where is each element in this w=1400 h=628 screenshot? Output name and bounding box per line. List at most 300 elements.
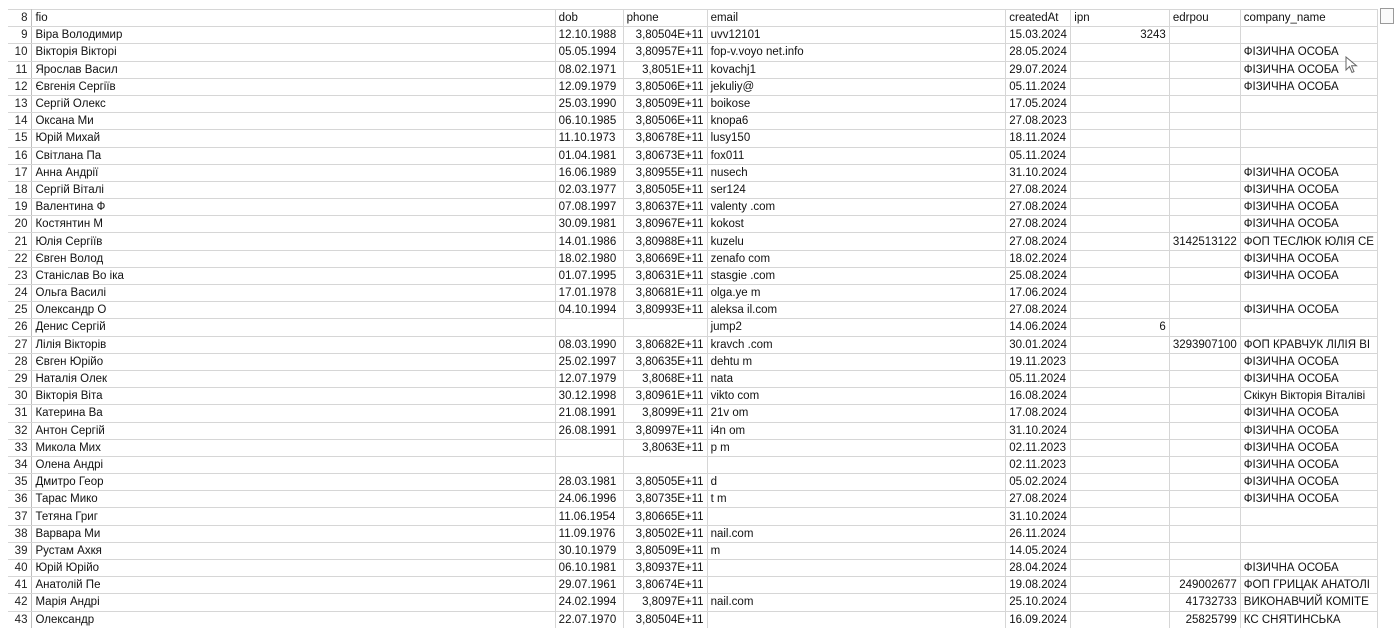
cell-phone[interactable]: 3,8097E+11 xyxy=(623,594,707,611)
cell-fio[interactable]: Тетяна Григ xyxy=(32,508,555,525)
cell-createdat[interactable]: 16.08.2024 xyxy=(1006,388,1071,405)
cell-email[interactable]: kovachj1 xyxy=(707,61,1006,78)
cell-edrpou[interactable] xyxy=(1169,78,1240,95)
cell-dob[interactable]: 06.10.1981 xyxy=(555,560,623,577)
cell-company-name[interactable]: ФОП ГРИЦАК АНАТОЛІ xyxy=(1240,577,1377,594)
column-header-ipn[interactable]: ipn xyxy=(1071,10,1170,27)
cell-fio[interactable]: Дмитро Геор xyxy=(32,474,555,491)
cell-email[interactable]: stasgie .com xyxy=(707,267,1006,284)
cell-company-name[interactable]: ФІЗИЧНА ОСОБА xyxy=(1240,474,1377,491)
cell-createdat[interactable]: 31.10.2024 xyxy=(1006,508,1071,525)
cell-dob[interactable] xyxy=(555,439,623,456)
cell-company-name[interactable]: ФІЗИЧНА ОСОБА xyxy=(1240,216,1377,233)
column-header-createdat[interactable]: createdAt xyxy=(1006,10,1071,27)
cell-edrpou[interactable] xyxy=(1169,353,1240,370)
row-number[interactable]: 42 xyxy=(8,594,32,611)
cell-fio[interactable]: Лілія Вікторів xyxy=(32,336,555,353)
cell-company-name[interactable]: ФІЗИЧНА ОСОБА xyxy=(1240,370,1377,387)
cell-company-name[interactable]: ФОП ТЕСЛЮК ЮЛІЯ СЕ xyxy=(1240,233,1377,250)
column-header-email[interactable]: email xyxy=(707,10,1006,27)
cell-company-name[interactable]: ФІЗИЧНА ОСОБА xyxy=(1240,353,1377,370)
cell-email[interactable]: nail.com xyxy=(707,594,1006,611)
cell-dob[interactable]: 16.06.1989 xyxy=(555,164,623,181)
cell-fio[interactable]: Віра Володимир xyxy=(32,27,555,44)
cell-email[interactable]: m xyxy=(707,542,1006,559)
row-number[interactable]: 12 xyxy=(8,78,32,95)
cell-edrpou[interactable] xyxy=(1169,542,1240,559)
cell-edrpou[interactable] xyxy=(1169,113,1240,130)
cell-phone[interactable]: 3,80674E+11 xyxy=(623,577,707,594)
cell-company-name[interactable]: ФІЗИЧНА ОСОБА xyxy=(1240,61,1377,78)
cell-email[interactable]: ser124 xyxy=(707,181,1006,198)
cell-dob[interactable]: 24.02.1994 xyxy=(555,594,623,611)
cell-edrpou[interactable] xyxy=(1169,405,1240,422)
cell-company-name[interactable]: ФІЗИЧНА ОСОБА xyxy=(1240,181,1377,198)
row-number[interactable]: 40 xyxy=(8,560,32,577)
row-number[interactable]: 13 xyxy=(8,95,32,112)
cell-dob[interactable]: 24.06.1996 xyxy=(555,491,623,508)
cell-createdat[interactable]: 18.02.2024 xyxy=(1006,250,1071,267)
cell-phone[interactable] xyxy=(623,456,707,473)
cell-fio[interactable]: Ольга Василі xyxy=(32,285,555,302)
cell-dob[interactable]: 12.09.1979 xyxy=(555,78,623,95)
cell-ipn[interactable] xyxy=(1071,78,1170,95)
cell-fio[interactable]: Варвара Ми xyxy=(32,525,555,542)
cell-createdat[interactable]: 31.10.2024 xyxy=(1006,164,1071,181)
cell-dob[interactable]: 25.03.1990 xyxy=(555,95,623,112)
cell-email[interactable]: uvv12101 xyxy=(707,27,1006,44)
row-number[interactable]: 39 xyxy=(8,542,32,559)
cell-edrpou[interactable] xyxy=(1169,44,1240,61)
cell-ipn[interactable] xyxy=(1071,181,1170,198)
cell-ipn[interactable] xyxy=(1071,130,1170,147)
cell-createdat[interactable]: 27.08.2024 xyxy=(1006,233,1071,250)
cell-createdat[interactable]: 31.10.2024 xyxy=(1006,422,1071,439)
cell-ipn[interactable] xyxy=(1071,95,1170,112)
cell-edrpou[interactable] xyxy=(1169,319,1240,336)
cell-createdat[interactable]: 28.04.2024 xyxy=(1006,560,1071,577)
cell-dob[interactable]: 18.02.1980 xyxy=(555,250,623,267)
cell-edrpou[interactable] xyxy=(1169,27,1240,44)
cell-dob[interactable]: 12.10.1988 xyxy=(555,27,623,44)
cell-fio[interactable]: Євгенія Сергіїв xyxy=(32,78,555,95)
cell-edrpou[interactable] xyxy=(1169,95,1240,112)
cell-ipn[interactable]: 3243 xyxy=(1071,27,1170,44)
cell-email[interactable] xyxy=(707,508,1006,525)
row-number[interactable]: 15 xyxy=(8,130,32,147)
cell-edrpou[interactable] xyxy=(1169,267,1240,284)
cell-phone[interactable]: 3,80504E+11 xyxy=(623,611,707,628)
cell-email[interactable]: jekuliy@ xyxy=(707,78,1006,95)
cell-createdat[interactable]: 19.11.2023 xyxy=(1006,353,1071,370)
cell-email[interactable]: kokost xyxy=(707,216,1006,233)
cell-phone[interactable]: 3,80509E+11 xyxy=(623,542,707,559)
cell-edrpou[interactable] xyxy=(1169,181,1240,198)
cell-email[interactable]: lusy150 xyxy=(707,130,1006,147)
row-number[interactable]: 30 xyxy=(8,388,32,405)
cell-company-name[interactable]: ФІЗИЧНА ОСОБА xyxy=(1240,302,1377,319)
cell-dob[interactable]: 02.03.1977 xyxy=(555,181,623,198)
cell-email[interactable]: boikose xyxy=(707,95,1006,112)
cell-edrpou[interactable] xyxy=(1169,439,1240,456)
cell-company-name[interactable] xyxy=(1240,147,1377,164)
column-header-fio[interactable]: fio xyxy=(32,10,555,27)
row-number[interactable]: 18 xyxy=(8,181,32,198)
cell-company-name[interactable]: ФІЗИЧНА ОСОБА xyxy=(1240,560,1377,577)
cell-email[interactable]: jump2 xyxy=(707,319,1006,336)
row-number[interactable]: 23 xyxy=(8,267,32,284)
cell-company-name[interactable]: ФОП КРАВЧУК ЛІЛІЯ ВІ xyxy=(1240,336,1377,353)
scrollbar-corner[interactable] xyxy=(1380,8,1394,24)
cell-edrpou[interactable] xyxy=(1169,456,1240,473)
cell-dob[interactable]: 04.10.1994 xyxy=(555,302,623,319)
cell-ipn[interactable] xyxy=(1071,491,1170,508)
cell-dob[interactable]: 26.08.1991 xyxy=(555,422,623,439)
cell-createdat[interactable]: 26.11.2024 xyxy=(1006,525,1071,542)
row-number[interactable]: 10 xyxy=(8,44,32,61)
cell-phone[interactable]: 3,8063E+11 xyxy=(623,439,707,456)
cell-edrpou[interactable] xyxy=(1169,61,1240,78)
column-header-company-name[interactable]: company_name xyxy=(1240,10,1377,27)
cell-dob[interactable]: 07.08.1997 xyxy=(555,199,623,216)
cell-createdat[interactable]: 02.11.2023 xyxy=(1006,456,1071,473)
cell-ipn[interactable] xyxy=(1071,525,1170,542)
cell-fio[interactable]: Тарас Мико xyxy=(32,491,555,508)
cell-createdat[interactable]: 27.08.2024 xyxy=(1006,216,1071,233)
row-number[interactable]: 34 xyxy=(8,456,32,473)
cell-phone[interactable]: 3,80506E+11 xyxy=(623,78,707,95)
cell-createdat[interactable]: 17.08.2024 xyxy=(1006,405,1071,422)
cell-edrpou[interactable]: 25825799 xyxy=(1169,611,1240,628)
cell-ipn[interactable] xyxy=(1071,61,1170,78)
cell-phone[interactable]: 3,8099E+11 xyxy=(623,405,707,422)
row-number[interactable]: 31 xyxy=(8,405,32,422)
cell-email[interactable]: nata xyxy=(707,370,1006,387)
cell-dob[interactable]: 30.10.1979 xyxy=(555,542,623,559)
cell-phone[interactable]: 3,80988E+11 xyxy=(623,233,707,250)
cell-createdat[interactable]: 28.05.2024 xyxy=(1006,44,1071,61)
cell-ipn[interactable] xyxy=(1071,611,1170,628)
cell-dob[interactable]: 11.10.1973 xyxy=(555,130,623,147)
cell-createdat[interactable]: 27.08.2024 xyxy=(1006,181,1071,198)
cell-fio[interactable]: Костянтин М xyxy=(32,216,555,233)
cell-company-name[interactable] xyxy=(1240,95,1377,112)
cell-email[interactable]: kravch .com xyxy=(707,336,1006,353)
cell-createdat[interactable]: 02.11.2023 xyxy=(1006,439,1071,456)
cell-phone[interactable]: 3,80635E+11 xyxy=(623,353,707,370)
cell-edrpou[interactable] xyxy=(1169,216,1240,233)
cell-createdat[interactable]: 15.03.2024 xyxy=(1006,27,1071,44)
cell-ipn[interactable] xyxy=(1071,405,1170,422)
cell-email[interactable]: zenafo com xyxy=(707,250,1006,267)
row-number[interactable]: 8 xyxy=(8,10,32,27)
cell-ipn[interactable] xyxy=(1071,560,1170,577)
cell-ipn[interactable] xyxy=(1071,233,1170,250)
row-number[interactable]: 36 xyxy=(8,491,32,508)
cell-fio[interactable]: Катерина Ва xyxy=(32,405,555,422)
cell-phone[interactable]: 3,80681E+11 xyxy=(623,285,707,302)
cell-dob[interactable]: 05.05.1994 xyxy=(555,44,623,61)
cell-ipn[interactable] xyxy=(1071,267,1170,284)
cell-dob[interactable]: 30.09.1981 xyxy=(555,216,623,233)
cell-ipn[interactable] xyxy=(1071,577,1170,594)
cell-ipn[interactable]: 6 xyxy=(1071,319,1170,336)
column-header-dob[interactable]: dob xyxy=(555,10,623,27)
cell-phone[interactable]: 3,80505E+11 xyxy=(623,474,707,491)
cell-createdat[interactable]: 29.07.2024 xyxy=(1006,61,1071,78)
cell-company-name[interactable] xyxy=(1240,508,1377,525)
cell-phone[interactable]: 3,80505E+11 xyxy=(623,181,707,198)
cell-email[interactable]: nusech xyxy=(707,164,1006,181)
row-number[interactable]: 19 xyxy=(8,199,32,216)
cell-phone[interactable]: 3,80509E+11 xyxy=(623,95,707,112)
cell-fio[interactable]: Денис Сергій xyxy=(32,319,555,336)
cell-ipn[interactable] xyxy=(1071,388,1170,405)
cell-fio[interactable]: Євген Юрійо xyxy=(32,353,555,370)
cell-dob[interactable]: 21.08.1991 xyxy=(555,405,623,422)
cell-dob[interactable]: 14.01.1986 xyxy=(555,233,623,250)
cell-dob[interactable]: 28.03.1981 xyxy=(555,474,623,491)
cell-fio[interactable]: Оксана Ми xyxy=(32,113,555,130)
cell-fio[interactable]: Євген Волод xyxy=(32,250,555,267)
cell-company-name[interactable]: ФІЗИЧНА ОСОБА xyxy=(1240,199,1377,216)
row-number[interactable]: 22 xyxy=(8,250,32,267)
cell-company-name[interactable]: ФІЗИЧНА ОСОБА xyxy=(1240,164,1377,181)
cell-phone[interactable]: 3,80631E+11 xyxy=(623,267,707,284)
cell-ipn[interactable] xyxy=(1071,594,1170,611)
cell-ipn[interactable] xyxy=(1071,302,1170,319)
cell-dob[interactable]: 11.09.1976 xyxy=(555,525,623,542)
cell-createdat[interactable]: 19.08.2024 xyxy=(1006,577,1071,594)
cell-dob[interactable]: 06.10.1985 xyxy=(555,113,623,130)
cell-phone[interactable]: 3,80678E+11 xyxy=(623,130,707,147)
cell-edrpou[interactable] xyxy=(1169,164,1240,181)
cell-createdat[interactable]: 05.02.2024 xyxy=(1006,474,1071,491)
cell-fio[interactable]: Ярослав Васил xyxy=(32,61,555,78)
row-number[interactable]: 27 xyxy=(8,336,32,353)
cell-phone[interactable]: 3,80665E+11 xyxy=(623,508,707,525)
cell-email[interactable]: fox011 xyxy=(707,147,1006,164)
cell-company-name[interactable] xyxy=(1240,319,1377,336)
row-number[interactable]: 29 xyxy=(8,370,32,387)
cell-company-name[interactable]: ФІЗИЧНА ОСОБА xyxy=(1240,250,1377,267)
cell-fio[interactable]: Антон Сергій xyxy=(32,422,555,439)
cell-dob[interactable]: 30.12.1998 xyxy=(555,388,623,405)
cell-createdat[interactable]: 17.05.2024 xyxy=(1006,95,1071,112)
cell-ipn[interactable] xyxy=(1071,113,1170,130)
cell-phone[interactable]: 3,80997E+11 xyxy=(623,422,707,439)
cell-edrpou[interactable] xyxy=(1169,250,1240,267)
cell-company-name[interactable] xyxy=(1240,525,1377,542)
cell-company-name[interactable]: Скікун Вікторія Віталіві xyxy=(1240,388,1377,405)
row-number[interactable]: 37 xyxy=(8,508,32,525)
cell-ipn[interactable] xyxy=(1071,199,1170,216)
cell-fio[interactable]: Олександр xyxy=(32,611,555,628)
row-number[interactable]: 26 xyxy=(8,319,32,336)
cell-fio[interactable]: Юрій Михай xyxy=(32,130,555,147)
cell-ipn[interactable] xyxy=(1071,508,1170,525)
row-number[interactable]: 25 xyxy=(8,302,32,319)
cell-company-name[interactable]: ФІЗИЧНА ОСОБА xyxy=(1240,267,1377,284)
cell-ipn[interactable] xyxy=(1071,216,1170,233)
cell-fio[interactable]: Анна Андрії xyxy=(32,164,555,181)
cell-createdat[interactable]: 27.08.2023 xyxy=(1006,113,1071,130)
cell-fio[interactable]: Вікторія Віта xyxy=(32,388,555,405)
cell-ipn[interactable] xyxy=(1071,147,1170,164)
row-number[interactable]: 11 xyxy=(8,61,32,78)
cell-company-name[interactable]: ФІЗИЧНА ОСОБА xyxy=(1240,44,1377,61)
row-number[interactable]: 20 xyxy=(8,216,32,233)
row-number[interactable]: 41 xyxy=(8,577,32,594)
cell-ipn[interactable] xyxy=(1071,164,1170,181)
cell-company-name[interactable]: ФІЗИЧНА ОСОБА xyxy=(1240,422,1377,439)
cell-createdat[interactable]: 18.11.2024 xyxy=(1006,130,1071,147)
row-number[interactable]: 17 xyxy=(8,164,32,181)
cell-phone[interactable]: 3,80506E+11 xyxy=(623,113,707,130)
row-number[interactable]: 14 xyxy=(8,113,32,130)
row-number[interactable]: 21 xyxy=(8,233,32,250)
cell-fio[interactable]: Наталія Олек xyxy=(32,370,555,387)
cell-createdat[interactable]: 25.08.2024 xyxy=(1006,267,1071,284)
cell-fio[interactable]: Світлана Па xyxy=(32,147,555,164)
cell-phone[interactable]: 3,80993E+11 xyxy=(623,302,707,319)
column-header-edrpou[interactable]: edrpou xyxy=(1169,10,1240,27)
cell-ipn[interactable] xyxy=(1071,353,1170,370)
cell-createdat[interactable]: 16.09.2024 xyxy=(1006,611,1071,628)
cell-email[interactable] xyxy=(707,456,1006,473)
row-number[interactable]: 35 xyxy=(8,474,32,491)
cell-company-name[interactable] xyxy=(1240,113,1377,130)
cell-email[interactable]: kuzelu xyxy=(707,233,1006,250)
cell-createdat[interactable]: 05.11.2024 xyxy=(1006,78,1071,95)
cell-fio[interactable]: Марія Андрі xyxy=(32,594,555,611)
cell-email[interactable]: i4n om xyxy=(707,422,1006,439)
cell-phone[interactable]: 3,80735E+11 xyxy=(623,491,707,508)
row-number[interactable]: 28 xyxy=(8,353,32,370)
cell-ipn[interactable] xyxy=(1071,285,1170,302)
cell-dob[interactable] xyxy=(555,319,623,336)
cell-email[interactable]: knopa6 xyxy=(707,113,1006,130)
cell-createdat[interactable]: 14.05.2024 xyxy=(1006,542,1071,559)
cell-phone[interactable]: 3,80637E+11 xyxy=(623,199,707,216)
cell-phone[interactable]: 3,80955E+11 xyxy=(623,164,707,181)
row-number[interactable]: 43 xyxy=(8,611,32,628)
cell-ipn[interactable] xyxy=(1071,439,1170,456)
cell-email[interactable] xyxy=(707,611,1006,628)
cell-fio[interactable]: Олена Андрі xyxy=(32,456,555,473)
cell-dob[interactable]: 17.01.1978 xyxy=(555,285,623,302)
cell-ipn[interactable] xyxy=(1071,336,1170,353)
cell-email[interactable]: nail.com xyxy=(707,525,1006,542)
column-header-phone[interactable]: phone xyxy=(623,10,707,27)
cell-phone[interactable]: 3,8068E+11 xyxy=(623,370,707,387)
cell-phone[interactable]: 3,80682E+11 xyxy=(623,336,707,353)
cell-edrpou[interactable]: 3293907100 xyxy=(1169,336,1240,353)
cell-phone[interactable]: 3,80957E+11 xyxy=(623,44,707,61)
cell-edrpou[interactable] xyxy=(1169,491,1240,508)
cell-ipn[interactable] xyxy=(1071,250,1170,267)
cell-company-name[interactable]: ФІЗИЧНА ОСОБА xyxy=(1240,439,1377,456)
cell-edrpou[interactable]: 3142513122 xyxy=(1169,233,1240,250)
cell-phone[interactable]: 3,80967E+11 xyxy=(623,216,707,233)
cell-fio[interactable]: Валентина Ф xyxy=(32,199,555,216)
row-number[interactable]: 33 xyxy=(8,439,32,456)
cell-company-name[interactable]: ФІЗИЧНА ОСОБА xyxy=(1240,456,1377,473)
cell-edrpou[interactable]: 41732733 xyxy=(1169,594,1240,611)
cell-dob[interactable]: 25.02.1997 xyxy=(555,353,623,370)
cell-edrpou[interactable] xyxy=(1169,422,1240,439)
cell-edrpou[interactable] xyxy=(1169,130,1240,147)
cell-dob[interactable]: 08.03.1990 xyxy=(555,336,623,353)
cell-company-name[interactable] xyxy=(1240,27,1377,44)
cell-dob[interactable]: 22.07.1970 xyxy=(555,611,623,628)
cell-fio[interactable]: Рустам Ахкя xyxy=(32,542,555,559)
cell-edrpou[interactable] xyxy=(1169,370,1240,387)
cell-fio[interactable]: Микола Мих xyxy=(32,439,555,456)
cell-company-name[interactable] xyxy=(1240,285,1377,302)
cell-company-name[interactable] xyxy=(1240,542,1377,559)
cell-company-name[interactable]: ФІЗИЧНА ОСОБА xyxy=(1240,491,1377,508)
cell-email[interactable] xyxy=(707,577,1006,594)
cell-company-name[interactable]: ВИКОНАВЧИЙ КОМІТЕ xyxy=(1240,594,1377,611)
cell-phone[interactable]: 3,80502E+11 xyxy=(623,525,707,542)
cell-dob[interactable]: 29.07.1961 xyxy=(555,577,623,594)
cell-dob[interactable]: 12.07.1979 xyxy=(555,370,623,387)
cell-email[interactable]: vikto com xyxy=(707,388,1006,405)
cell-dob[interactable]: 01.07.1995 xyxy=(555,267,623,284)
cell-createdat[interactable]: 05.11.2024 xyxy=(1006,147,1071,164)
cell-email[interactable]: aleksa il.com xyxy=(707,302,1006,319)
cell-email[interactable]: valenty .com xyxy=(707,199,1006,216)
cell-dob[interactable]: 08.02.1971 xyxy=(555,61,623,78)
cell-createdat[interactable]: 27.08.2024 xyxy=(1006,199,1071,216)
cell-company-name[interactable]: КС СНЯТИНСЬКА xyxy=(1240,611,1377,628)
cell-fio[interactable]: Станіслав Во іка xyxy=(32,267,555,284)
cell-phone[interactable]: 3,80669E+11 xyxy=(623,250,707,267)
cell-ipn[interactable] xyxy=(1071,370,1170,387)
cell-createdat[interactable]: 27.08.2024 xyxy=(1006,302,1071,319)
cell-email[interactable] xyxy=(707,560,1006,577)
row-number[interactable]: 24 xyxy=(8,285,32,302)
cell-edrpou[interactable] xyxy=(1169,285,1240,302)
cell-company-name[interactable] xyxy=(1240,130,1377,147)
cell-fio[interactable]: Сергій Олекс xyxy=(32,95,555,112)
cell-fio[interactable]: Юрій Юрійо xyxy=(32,560,555,577)
cell-edrpou[interactable] xyxy=(1169,302,1240,319)
cell-ipn[interactable] xyxy=(1071,456,1170,473)
cell-edrpou[interactable] xyxy=(1169,525,1240,542)
cell-createdat[interactable]: 05.11.2024 xyxy=(1006,370,1071,387)
cell-fio[interactable]: Вікторія Вікторі xyxy=(32,44,555,61)
cell-fio[interactable]: Юлія Сергіїв xyxy=(32,233,555,250)
cell-dob[interactable]: 11.06.1954 xyxy=(555,508,623,525)
cell-dob[interactable] xyxy=(555,456,623,473)
cell-phone[interactable]: 3,80673E+11 xyxy=(623,147,707,164)
cell-dob[interactable]: 01.04.1981 xyxy=(555,147,623,164)
cell-edrpou[interactable] xyxy=(1169,560,1240,577)
cell-phone[interactable]: 3,80504E+11 xyxy=(623,27,707,44)
cell-ipn[interactable] xyxy=(1071,44,1170,61)
cell-edrpou[interactable] xyxy=(1169,388,1240,405)
cell-fio[interactable]: Сергій Віталі xyxy=(32,181,555,198)
cell-edrpou[interactable]: 249002677 xyxy=(1169,577,1240,594)
cell-createdat[interactable]: 30.01.2024 xyxy=(1006,336,1071,353)
cell-company-name[interactable]: ФІЗИЧНА ОСОБА xyxy=(1240,78,1377,95)
cell-ipn[interactable] xyxy=(1071,422,1170,439)
cell-phone[interactable]: 3,8051E+11 xyxy=(623,61,707,78)
cell-email[interactable]: p m xyxy=(707,439,1006,456)
cell-ipn[interactable] xyxy=(1071,542,1170,559)
